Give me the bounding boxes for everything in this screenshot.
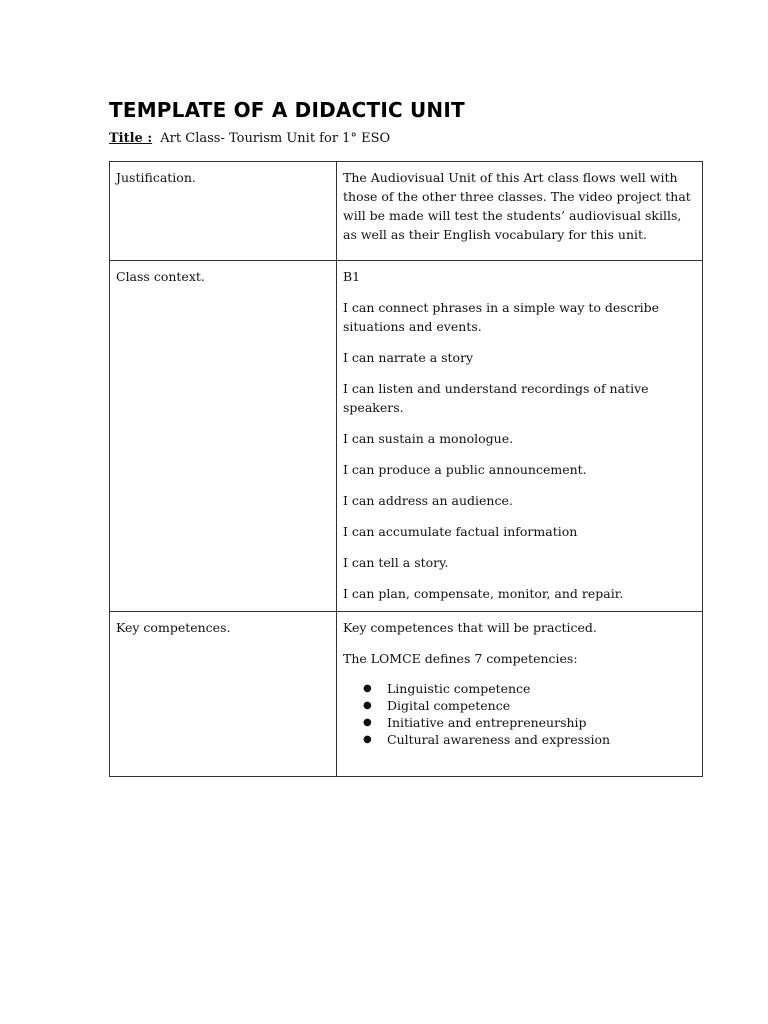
title-line	[109, 131, 390, 146]
bullet-icon: ●	[363, 717, 372, 728]
bullet-icon: ●	[363, 734, 372, 745]
didactic-unit-table	[109, 161, 703, 777]
class-context-line: B1	[343, 269, 361, 284]
competence-label: Initiative and entrepreneurship	[387, 715, 587, 730]
table-row-class-context	[110, 261, 703, 612]
class-context-line: I can address an audience.	[343, 493, 513, 508]
bullet-icon: ●	[363, 683, 372, 694]
class-context-line: I can connect phrases in a simple way to describe situations and events.	[343, 300, 660, 334]
justification-text: The Audiovisual Unit of this Art class flows well with those of the other three classes. The video project that will be made will test the students’ audiovisual skills, as well as their English vocabulary for this unit.	[343, 170, 691, 242]
competence-label: Linguistic competence	[387, 681, 531, 696]
page-title: TEMPLATE OF A DIDACTIC UNIT	[109, 98, 465, 122]
class-context-line: I can listen and understand recordings of native speakers.	[343, 381, 649, 415]
key-competences-cell	[337, 612, 703, 777]
list-item	[363, 731, 696, 748]
competences-list	[343, 680, 696, 748]
list-item	[363, 697, 696, 714]
class-context-line: I can plan, compensate, monitor, and repair.	[343, 586, 624, 601]
table-row-key-competences	[110, 612, 703, 777]
bullet-icon: ●	[363, 700, 372, 711]
class-context-line: I can tell a story.	[343, 555, 449, 570]
class-context-line: I can narrate a story	[343, 350, 474, 365]
competence-label: Cultural awareness and expression	[387, 732, 611, 747]
list-item	[363, 714, 696, 731]
key-competences-intro: Key competences that will be practiced.	[343, 620, 597, 635]
class-context-line: I can produce a public announcement.	[343, 462, 587, 477]
class-context-label: Class context.	[110, 261, 337, 612]
class-context-line: I can accumulate factual information	[343, 524, 578, 539]
title-label: Title :	[109, 131, 153, 146]
competence-label: Digital competence	[387, 698, 511, 713]
title-value: Art Class- Tourism Unit for 1° ESO	[160, 131, 391, 146]
table-row-justification	[110, 162, 703, 261]
key-competences-subintro: The LOMCE defines 7 competencies:	[343, 651, 578, 666]
justification-label: Justification.	[110, 162, 337, 261]
class-context-cell	[337, 261, 703, 612]
class-context-line: I can sustain a monologue.	[343, 431, 514, 446]
list-item	[363, 680, 696, 697]
key-competences-label: Key competences.	[110, 612, 337, 777]
justification-cell	[337, 162, 703, 261]
